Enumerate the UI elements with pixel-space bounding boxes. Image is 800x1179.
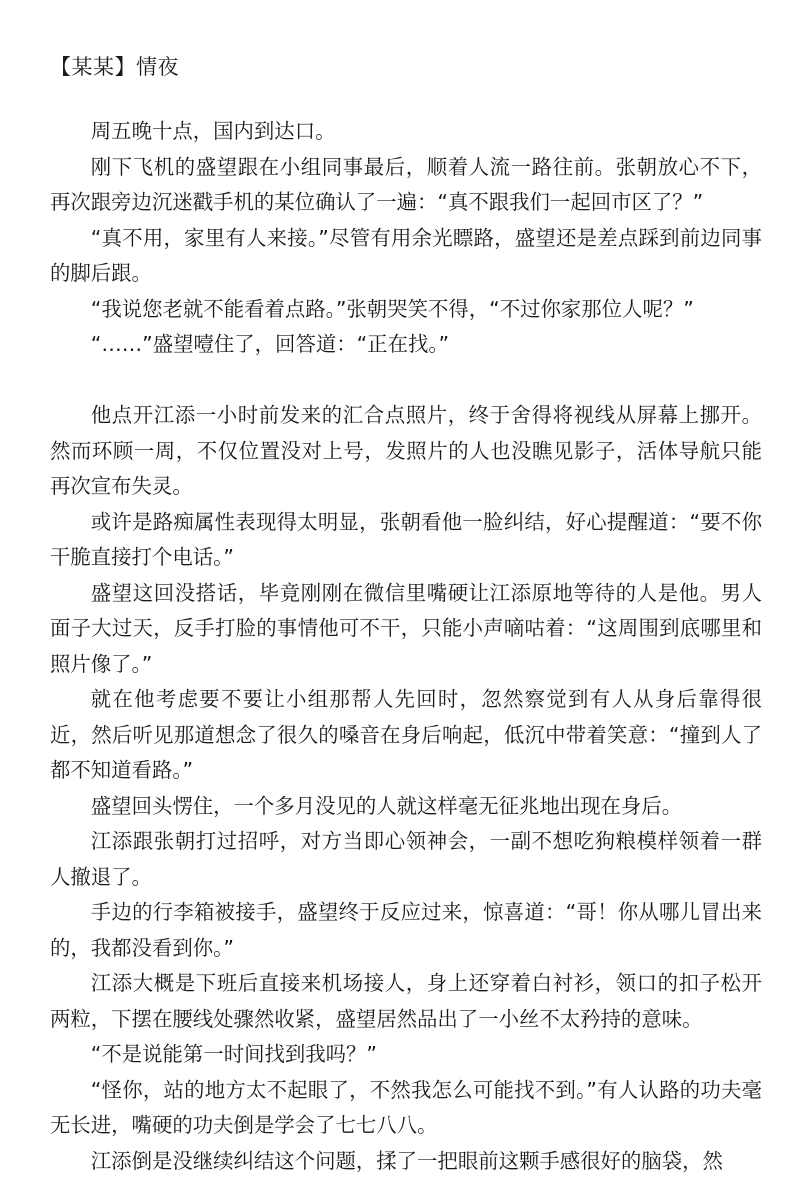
paragraph: 盛望回头愣住，一个多月没见的人就这样毫无征兆地出现在身后。 [50,789,762,825]
paragraph: “……”盛望噎住了，回答道：“正在找。” [50,327,762,363]
document-body [50,114,762,1179]
paragraph: 他点开江添一小时前发来的汇合点照片，终于舍得将视线从屏幕上挪开。然而环顾一周，不仅位置没对上号，发照片的人也没瞧见影子，活体导航只能再次宣布失灵。 [50,398,762,505]
paragraph-spacer [50,363,762,399]
paragraph: 手边的行李箱被接手，盛望终于反应过来，惊喜道：“哥！你从哪儿冒出来的，我都没看到你。” [50,895,762,966]
paragraph: 盛望这回没搭话，毕竟刚刚在微信里嘴硬让江添原地等待的人是他。男人面子大过天，反手打脸的事情他可不干，只能小声嘀咕着：“这周围到底哪里和照片像了。” [50,576,762,683]
paragraph: “真不用，家里有人来接。”尽管有用余光瞟路，盛望还是差点踩到前边同事的脚后跟。 [50,221,762,292]
document-title: 【某某】情夜 [50,50,179,84]
paragraph: “怪你，站的地方太不起眼了，不然我怎么可能找不到。”有人认路的功夫毫无长进，嘴硬的功夫倒是学会了七七八八。 [50,1073,762,1144]
paragraph: 江添跟张朝打过招呼，对方当即心领神会，一副不想吃狗粮模样领着一群人撤退了。 [50,824,762,895]
paragraph: 周五晚十点，国内到达口。 [50,114,762,150]
paragraph: 就在他考虑要不要让小组那帮人先回时，忽然察觉到有人从身后靠得很近，然后听见那道想念了很久的嗓音在身后响起，低沉中带着笑意：“撞到人了都不知道看路。” [50,682,762,789]
paragraph: “我说您老就不能看着点路。”张朝哭笑不得，“不过你家那位人呢？” [50,292,762,328]
paragraph: 江添大概是下班后直接来机场接人，身上还穿着白衬衫，领口的扣子松开两粒，下摆在腰线处骤然收紧，盛望居然品出了一小丝不太矜持的意味。 [50,966,762,1037]
paragraph: 或许是路痴属性表现得太明显，张朝看他一脸纠结，好心提醒道：“要不你干脆直接打个电话。” [50,505,762,576]
paragraph: “不是说能第一时间找到我吗？” [50,1037,762,1073]
paragraph: 刚下飞机的盛望跟在小组同事最后，顺着人流一路往前。张朝放心不下，再次跟旁边沉迷戳手机的某位确认了一遍：“真不跟我们一起回市区了？” [50,150,762,221]
paragraph: 江添倒是没继续纠结这个问题，揉了一把眼前这颗手感很好的脑袋，然 [50,1144,762,1179]
